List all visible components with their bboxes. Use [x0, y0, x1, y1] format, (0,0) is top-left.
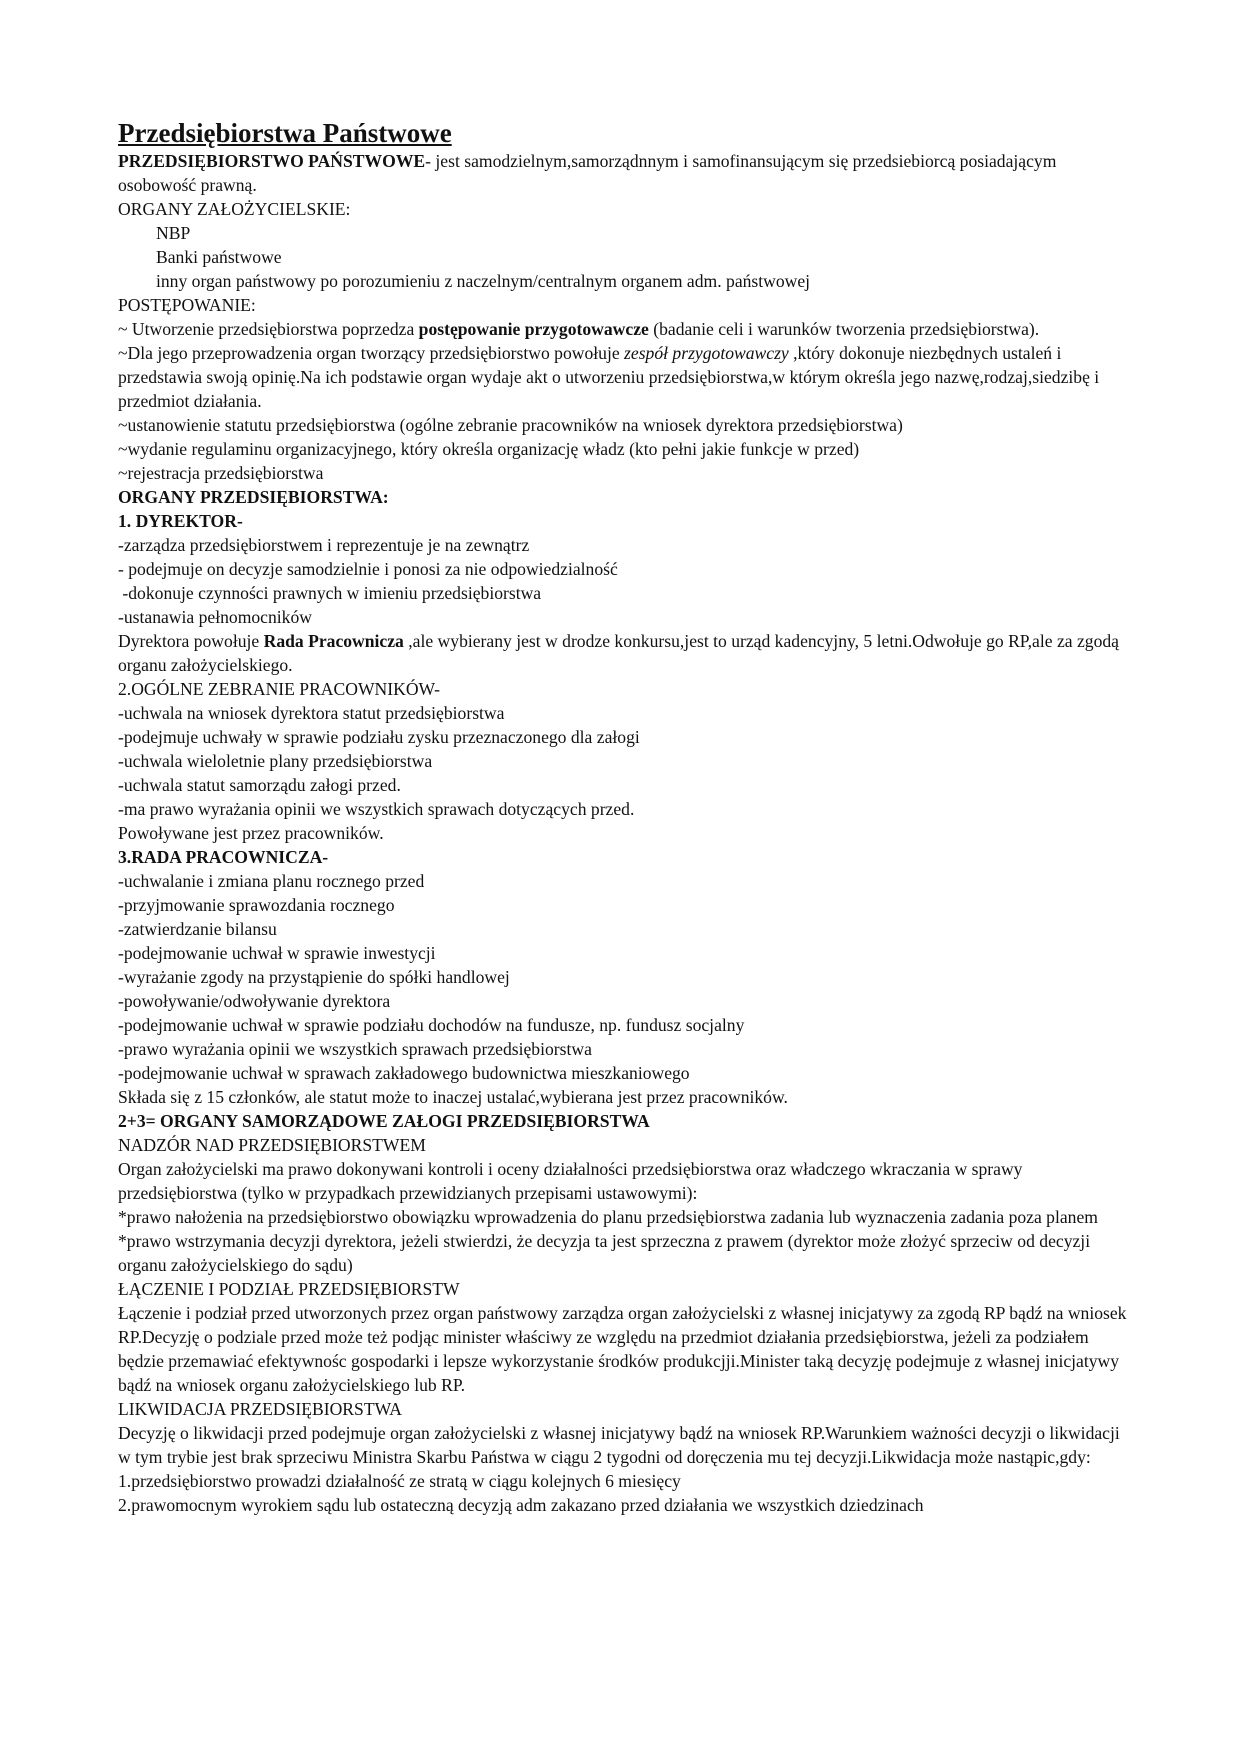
list-item: NBP [156, 223, 191, 243]
list-item: -zatwierdzanie bilansu [118, 919, 277, 939]
postepowanie-paragraph-5: ~rejestracja przedsiębiorstwa [118, 463, 324, 483]
list-item: -podejmowanie uchwał w sprawach zakładowego budownictwa mieszkaniowego [118, 1063, 690, 1083]
list-item: -podejmowanie uchwał w sprawie inwestycji [118, 943, 436, 963]
section-heading-organy-zalozycielskie: ORGANY ZAŁOŻYCIELSKIE: [118, 199, 351, 219]
list-item: -wyrażanie zgody na przystąpienie do spółki handlowej [118, 967, 510, 987]
text-run: ~Dla jego przeprowadzenia organ tworzący przedsiębiorstwo powołuje [118, 343, 625, 363]
text-run: (badanie celi i warunków tworzenia przedsiębiorstwa). [648, 319, 1040, 339]
section-heading-postepowanie: POSTĘPOWANIE: [118, 295, 256, 315]
list-item: -ustanawia pełnomocników [118, 607, 312, 627]
list-item: -powoływanie/odwoływanie dyrektora [118, 991, 391, 1011]
list-item: inny organ państwowy po porozumieniu z naczelnym/centralnym organem adm. państwowej [156, 271, 811, 291]
nadzor-paragraph-2: *prawo nałożenia na przedsiębiorstwo obowiązku wprowadzenia do planu przedsiębiorstwa zadania lub wyznaczenia zadania poza planem [118, 1207, 1098, 1227]
list-item: -zarządza przedsiębiorstwem i reprezentuje je na zewnątrz [118, 535, 530, 555]
postepowanie-paragraph-2 [118, 341, 1128, 413]
list-item: -uchwala wieloletnie plany przedsiębiorstwa [118, 751, 433, 771]
subheading-rada: 3.RADA PRACOWNICZA- [118, 847, 329, 867]
laczenie-paragraph-1: Łączenie i podział przed utworzonych przez organ państwowy zarządza organ założycielski z własnej inicjatywy za zgodą RP bądź na wniosek RP.Decyzję o podziale przed może też podjąc minister właściwy ze względu na przedmiot działania przedsiębiorstwa, jeżeli za podziałem będzie przemawiać efektywnośc gospodarki i lepsze wykorzystanie środków produkcjji.Minister taką decyzję podejmuje z własnej inicjatywy bądź na wniosek organu założycielskiego lub RP. [118, 1303, 1127, 1395]
organy-summary: 2+3= ORGANY SAMORZĄDOWE ZAŁOGI PRZEDSIĘBIORSTWA [118, 1111, 650, 1131]
subheading-dyrektor: 1. DYREKTOR- [118, 511, 243, 531]
section-heading-nadzor: NADZÓR NAD PRZEDSIĘBIORSTWEM [118, 1135, 426, 1155]
nadzor-paragraph-1: Organ założycielski ma prawo dokonywani kontroli i oceny działalności przedsiębiorstwa oraz władczego wkraczania w sprawy przedsiębiorstwa (tylko w przypadkach przewidzianych przepisami ustawowymi): [118, 1159, 1023, 1203]
section-heading-laczenie: ŁĄCZENIE I PODZIAŁ PRZEDSIĘBIORSTW [118, 1279, 460, 1299]
list-item: -uchwalanie i zmiana planu rocznego przed [118, 871, 425, 891]
document-page [118, 118, 1128, 1517]
subheading-zebranie: 2.OGÓLNE ZEBRANIE PRACOWNIKÓW- [118, 679, 441, 699]
list-item: -dokonuje czynności prawnych w imieniu przedsiębiorstwa [118, 583, 542, 603]
bold-run: postępowanie przygotowawcze [418, 319, 649, 339]
list-item: -uchwala statut samorządu załogi przed. [118, 775, 401, 795]
list-item: -podejmowanie uchwał w sprawie podziału dochodów na fundusze, np. fundusz socjalny [118, 1015, 745, 1035]
nadzor-paragraph-3: *prawo wstrzymania decyzji dyrektora, jeżeli stwierdzi, że decyzja ta jest sprzeczna z prawem (dyrektor może złożyć sprzeciw od decyzji organu założycielskiego do sądu) [118, 1231, 1091, 1275]
list-item: 2.prawomocnym wyrokiem sądu lub ostateczną decyzją adm zakazano przed działania we wszystkich dziedzinach [118, 1495, 924, 1515]
section-heading-organy: ORGANY PRZEDSIĘBIORSTWA: [118, 487, 389, 507]
list-item: 1.przedsiębiorstwo prowadzi działalność ze stratą w ciągu kolejnych 6 miesięcy [118, 1471, 681, 1491]
text-run: ,ale wybierany jest w drodze konkursu,jest to urząd kadencyjny, 5 letni.Odwołuje go RP,ale za zgodą organu założycielskiego. [118, 631, 1119, 675]
list-item: Powoływane jest przez pracowników. [118, 823, 384, 843]
text-run: Dyrektora powołuje [118, 631, 264, 651]
section-heading-likwidacja: LIKWIDACJA PRZEDSIĘBIORSTWA [118, 1399, 402, 1419]
list-item: -prawo wyrażania opinii we wszystkich sprawach przedsiębiorstwa [118, 1039, 592, 1059]
list-item: -uchwala na wniosek dyrektora statut przedsiębiorstwa [118, 703, 505, 723]
list-item: - podejmuje on decyzje samodzielnie i ponosi za nie odpowiedzialność [118, 559, 618, 579]
definition-term: PRZEDSIĘBIORSTWO PAŃSTWOWE [118, 151, 426, 171]
text-run: ~ Utworzenie przedsiębiorstwa poprzedza [118, 319, 419, 339]
list-item: -przyjmowanie sprawozdania rocznego [118, 895, 395, 915]
list-item: -ma prawo wyrażania opinii we wszystkich sprawach dotyczących przed. [118, 799, 635, 819]
dyrektor-note [118, 629, 1128, 677]
list-item: -podejmuje uchwały w sprawie podziału zysku przeznaczonego dla załogi [118, 727, 640, 747]
postepowanie-paragraph-1 [118, 317, 1128, 341]
bold-run: Rada Pracownicza [263, 631, 404, 651]
definition-text: - jest samodzielnym,samorządnnym i samofinansującym się przedsiebiorcą posiadającym osobowość prawną. [118, 151, 1057, 195]
definition-paragraph [118, 149, 1128, 197]
italic-run: zespół przygotowawczy [624, 343, 789, 363]
postepowanie-paragraph-3: ~ustanowienie statutu przedsiębiorstwa (ogólne zebranie pracowników na wniosek dyrektora przedsiębiorstwa) [118, 415, 903, 435]
text-run: ,który dokonuje niezbędnych ustaleń i przedstawia swoją opinię.Na ich podstawie organ wydaje akt o utworzeniu przedsiębiorstwa,w którym określa jego nazwę,rodzaj,siedzibę i przedmiot działania. [118, 343, 1100, 411]
list-item: Banki państwowe [156, 247, 282, 267]
list-item: Składa się z 15 członków, ale statut może to inaczej ustalać,wybierana jest przez pracowników. [118, 1087, 788, 1107]
document-title: Przedsiębiorstwa Państwowe [118, 118, 452, 148]
likwidacja-paragraph-1: Decyzję o likwidacji przed podejmuje organ założycielski z własnej inicjatywy bądź na wniosek RP.Warunkiem ważności decyzji o likwidacji w tym trybie jest brak sprzeciwu Ministra Skarbu Państwa w ciągu 2 tygodni od doręczenia mu tej decyzji.Likwidacja może nastąpic,gdy: [118, 1423, 1120, 1467]
postepowanie-paragraph-4: ~wydanie regulaminu organizacyjnego, który określa organizację władz (kto pełni jakie funkcje w przed) [118, 439, 860, 459]
